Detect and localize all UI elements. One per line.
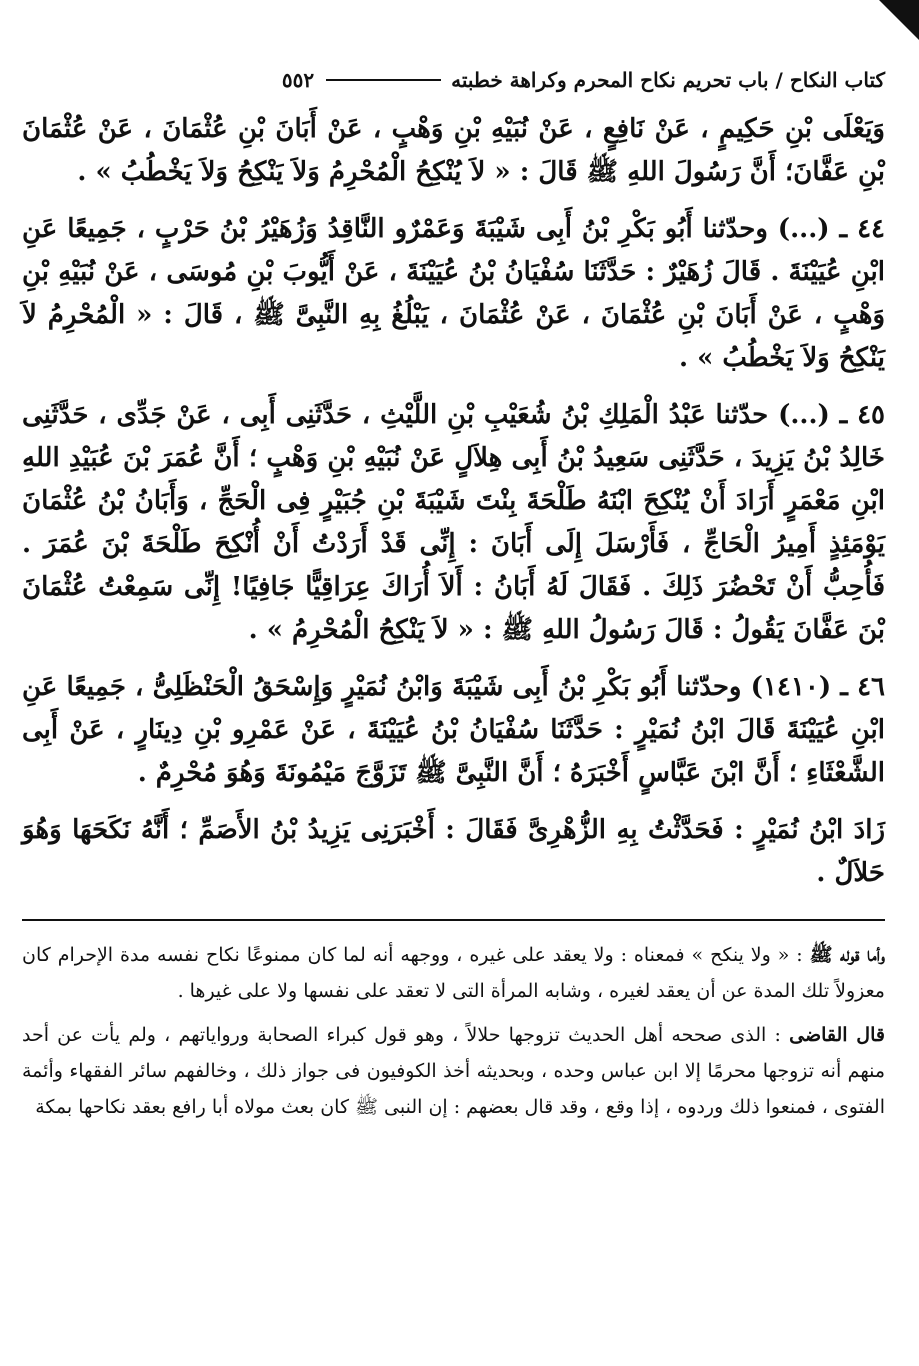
commentary-lead: قال القاضى bbox=[789, 1024, 885, 1046]
hadith-paragraph: ٤٦ ـ (١٤١٠) وحدّثنا أَبُو بَكْرِ بْنُ أَبِى شَيْبَةَ وَابْنُ نُمَيْرٍ وَإِسْحَقُ الْحَنْظَلِىُّ ، جَمِيعًا عَنِ ابْنِ عُيَيْنَةَ قَالَ ابْنُ نُمَيْرٍ : حَدَّثَنَا سُفْيَانُ بْنُ عُيَيْنَةَ ، عَنْ عَمْرِو بْنِ دِينَارٍ ، عَنْ أَبِى الشَّعْثَاءِ ؛ أَنَّ ابْنَ عَبَّاسٍ أَخْبَرَهُ ؛ أَنَّ النَّبِىَّ ﷺ تَزَوَّجَ مَيْمُونَةَ وَهُوَ مُحْرِمٌ . bbox=[22, 672, 886, 788]
hadith-text bbox=[22, 108, 885, 895]
page-number: ٥٥٢ bbox=[281, 68, 315, 92]
header-rule bbox=[326, 79, 441, 81]
footnote-separator bbox=[22, 919, 885, 921]
commentary bbox=[22, 937, 885, 1125]
commentary-paragraph bbox=[22, 1017, 885, 1125]
commentary-text: : الذى صححه أهل الحديث تزوجها حلالاً ، وهو قول كبراء الصحابة ورواياتهم ، ولم يأت عن أحد منهم أنه تزوجها محرمًا إلا ابن عباس وحده ، وبحديثه أخذ الكوفيون فى جواز ذلك ، وخالفهم سائر الفقهاء وأئمة الفتوى ، فمنعوا ذلك وردوه ، إذا وقع ، وقد قال بعضهم : إن النبى ﷺ كان بعث مولاه أبا رافع بعقد نكاحها بمكة bbox=[22, 1024, 885, 1118]
commentary-text: : « ولا ينكح » فمعناه : ولا يعقد على غيره ، ووجهه أنه لما كان ممنوعًا نكاح نفسه مدة الإحرام كان معزولاً تلك المدة عن أن يعقد لغيره ، وشابه المرأة التى لا تعقد على نفسها ولا على غيرها . bbox=[22, 944, 885, 1002]
hadith-paragraph: ٤٥ ـ (...) حدّثنا عَبْدُ الْمَلِكِ بْنُ شُعَيْبِ بْنِ اللَّيْثِ ، حَدَّثَنِى أَبِى ، عَنْ جَدِّى ، حَدَّثَنِى خَالِدُ بْنُ يَزِيدَ ، حَدَّثَنِى سَعِيدُ بْنُ أَبِى هِلاَلٍ عَنْ نُبَيْهِ بْنِ وَهْبٍ ؛ أَنَّ عُمَرَ بْنَ عُبَيْدِ اللهِ ابْنِ مَعْمَرٍ أَرَادَ أَنْ يُنْكِحَ ابْنَهُ طَلْحَةَ بِنْتَ شَيْبَةَ بْنِ جُبَيْرٍ فِى الْحَجِّ ، وَأَبَانُ بْنُ عُثْمَانَ يَوْمَئِذٍ أَمِيرُ الْحَاجِّ ، فَأَرْسَلَ إِلَى أَبَانَ : إِنِّى قَدْ أَرَدْتُ أَنْ أُنْكِحَ طَلْحَةَ بْنَ عُمَرَ . فَأُحِبُّ أَنْ تَحْضُرَ ذَلِكَ . فَقَالَ لَهُ أَبَانُ : أَلاَ أُرَاكَ عِرَاقِيًّا جَافِيًا! إِنِّى سَمِعْتُ عُثْمَانَ بْنَ عَفَّانَ يَقُولُ : قَالَ رَسُولُ اللهِ ﷺ : « لاَ يَنْكِحُ الْمُحْرِمُ » . bbox=[22, 400, 885, 645]
document-page bbox=[22, 62, 885, 1366]
commentary-lead: وأما قوله ﷺ bbox=[809, 944, 886, 966]
hadith-paragraph: وَيَعْلَى بْنِ حَكِيمٍ ، عَنْ نَافِعٍ ، عَنْ نُبَيْهِ بْنِ وَهْبٍ ، عَنْ أَبَانَ بْنِ عُثْمَانَ ، عَنْ عُثْمَانَ بْنِ عَفَّانَ؛ أَنَّ رَسُولَ اللهِ ﷺ قَالَ : « لاَ يُنْكِحُ الْمُحْرِمُ وَلاَ يَنْكِحُ وَلاَ يَخْطُبُ » . bbox=[22, 114, 885, 187]
header-title: كتاب النكاح / باب تحريم نكاح المحرم وكراهة خطبته bbox=[451, 68, 885, 92]
hadith-paragraph: ٤٤ ـ (...) وحدّثنا أَبُو بَكْرِ بْنُ أَبِى شَيْبَةَ وَعَمْرٌو النَّاقِدُ وَزُهَيْرُ بْنُ حَرْبٍ ، جَمِيعًا عَنِ ابْنِ عُيَيْنَةَ . قَالَ زُهَيْرٌ : حَدَّثَنَا سُفْيَانُ بْنُ عُيَيْنَةَ ، عَنْ أَيُّوبَ بْنِ مُوسَى ، عَنْ نُبَيْهِ بْنِ وَهْبٍ ، عَنْ أَبَانَ بْنِ عُثْمَانَ ، عَنْ عُثْمَانَ ، يَبْلُغُ بِهِ النَّبِىَّ ﷺ ، قَالَ : « الْمُحْرِمُ لاَ يَنْكِحُ وَلاَ يَخْطُبُ » . bbox=[22, 214, 885, 373]
page-corner-mark bbox=[879, 0, 919, 40]
commentary-paragraph bbox=[22, 937, 885, 1009]
running-header bbox=[22, 62, 885, 98]
hadith-paragraph: زَادَ ابْنُ نُمَيْرٍ : فَحَدَّثْتُ بِهِ الزُّهْرِىَّ فَقَالَ : أَخْبَرَنِى يَزِيدُ بْنُ الأَصَمِّ ؛ أَنَّهُ نَكَحَهَا وَهُوَ حَلاَلٌ . bbox=[22, 815, 885, 888]
